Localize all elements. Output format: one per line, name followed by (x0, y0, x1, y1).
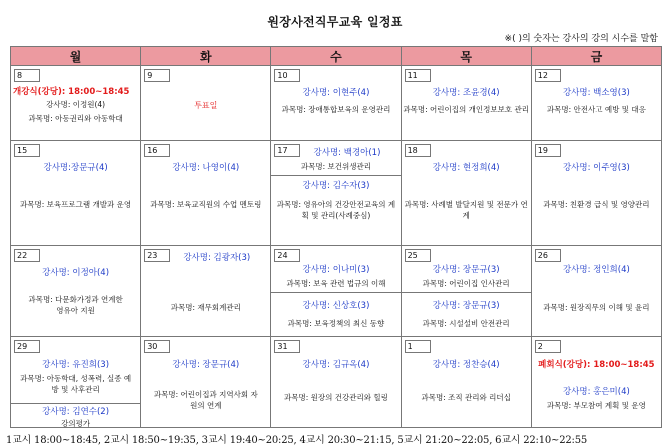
lecturer-name: 강사명: 이현주(4) (302, 88, 370, 98)
date-box: 16 (144, 144, 170, 157)
subject-name: 과목명: 부모참여 계획 및 운영 (546, 401, 646, 410)
day-cell (531, 66, 661, 141)
subject-name: 과목명: 시설설비 안전관리 (422, 319, 510, 328)
subject-name: 과목명: 어린이집 인사관리 (422, 279, 510, 288)
subject-name: 과목명: 친환경 급식 및 영양관리 (543, 200, 650, 209)
date-box: 31 (274, 340, 300, 353)
date-box: 24 (274, 249, 300, 262)
date-box: 23 (144, 249, 170, 262)
day-cell (11, 246, 141, 337)
date-box: 12 (535, 69, 561, 82)
day-cell (531, 337, 661, 428)
day-cell (401, 141, 531, 246)
period-times: 1교시 18:00~18:45, 2교시 18:50~19:35, 3교시 19:40~20:25, 4교시 20:30~21:15, 5교시 21:20~22:05, 6교시 22:10~22:55 (6, 435, 588, 446)
date-box: 9 (144, 69, 170, 82)
opening-ceremony: 개강식(강당): 18:00~18:45 (13, 87, 130, 97)
lecturer-name: 강사명: 이정원(4) (46, 100, 106, 109)
lecturer-name: 강사명: 조윤경(4) (432, 88, 500, 98)
date-box: 8 (14, 69, 40, 82)
subject-name: 과목명: 보육교직원의 수업 멘토링 (150, 200, 262, 209)
session-divider (271, 175, 400, 176)
subject-name: 과목명: 보육프로그램 개발과 운영 (20, 200, 132, 209)
lecturer-name: 강사명: 김수자(3) (302, 181, 370, 191)
day-cell (401, 246, 531, 337)
day-cell (401, 337, 531, 428)
date-box: 11 (405, 69, 431, 82)
election-day: 투표일 (194, 101, 218, 110)
date-box: 17 (274, 144, 300, 157)
session-divider (402, 292, 531, 293)
subject-name: 과목명: 안전사고 예방 및 대응 (546, 105, 646, 114)
subject-name: 강의평가 (61, 419, 91, 428)
lecturer-name: 강사명: 이나미(3) (302, 265, 370, 275)
day-cell (531, 246, 661, 337)
subject-name: 과목명: 재무회계관리 (170, 303, 241, 312)
lecturer-name: 강사명: 이주영(3) (562, 163, 630, 173)
day-header-wed: 수 (271, 47, 401, 66)
day-cell (141, 66, 271, 141)
lecturer-name: 강사명: 김광자(3) (183, 253, 251, 263)
lecturer-name: 강사명: 백소영(3) (562, 88, 630, 98)
day-cell (271, 141, 401, 246)
day-header-thu: 목 (401, 47, 531, 66)
schedule-table (10, 46, 662, 428)
date-box: 19 (535, 144, 561, 157)
day-header-mon: 월 (11, 47, 141, 66)
lecturer-name: 강사명: 장문규(3) (432, 301, 500, 311)
subject-name: 과목명: 장애통합보육의 운영관리 (281, 105, 391, 114)
day-cell (271, 66, 401, 141)
day-cell (11, 141, 141, 246)
subject-name: 과목명: 영유아의 건강안전교육의 계획 및 관리(사례중심) (276, 200, 396, 220)
hours-note: ※( )의 숫자는 강사의 강의 시수를 말함 (504, 34, 658, 44)
day-header-tue: 화 (141, 47, 271, 66)
lecturer-name: 강사명: 김연수(2) (42, 407, 110, 417)
session-divider (11, 403, 140, 404)
subject-name: 과목명: 보육 관련 법규의 이해 (286, 279, 386, 288)
lecturer-name: 강사명: 유진희(3) (42, 360, 110, 370)
subject-name: 과목명: 보육정책의 최신 동향 (287, 319, 385, 328)
lecturer-name: 강사명: 이정아(4) (42, 268, 110, 278)
day-cell (11, 337, 141, 428)
lecturer-name: 강사명:장문규(4) (43, 163, 108, 173)
date-box: 30 (144, 340, 170, 353)
date-box: 2 (535, 340, 561, 353)
lecturer-name: 강사명: 백경아(1) (313, 148, 381, 158)
subject-name: 과목명: 사례별 발달지원 및 전문가 연계 (404, 200, 528, 220)
subject-name: 과목명: 다문화가정과 연계한 영유아 지원 (28, 295, 123, 315)
subject-name: 과목명: 보건위생관리 (300, 162, 372, 171)
lecturer-name: 강사명: 정인희(4) (562, 265, 630, 275)
lecturer-name: 강사명: 홍은미(4) (562, 387, 630, 397)
date-box: 22 (14, 249, 40, 262)
day-cell (141, 337, 271, 428)
day-cell (531, 141, 661, 246)
date-box: 15 (14, 144, 40, 157)
day-cell (141, 246, 271, 337)
lecturer-name: 강사명: 장문규(3) (432, 265, 500, 275)
week-row-3 (11, 246, 662, 337)
day-cell (271, 246, 401, 337)
week-row-2 (11, 141, 662, 246)
date-box: 18 (405, 144, 431, 157)
lecturer-name: 강사명: 정찬승(4) (432, 360, 500, 370)
date-box: 1 (405, 340, 431, 353)
page-title: 원장사전직무교육 일정표 (267, 15, 403, 29)
subject-name: 과목명: 어린이집과 지역사회 자원의 연계 (153, 390, 258, 410)
closing-ceremony: 폐회식(강당): 18:00~18:45 (538, 360, 655, 370)
lecturer-name: 강사명: 장문규(4) (172, 360, 240, 370)
date-box: 29 (14, 340, 40, 353)
subject-name: 과목명: 원장의 건강관리와 힐링 (284, 393, 388, 402)
date-box: 10 (274, 69, 300, 82)
day-header-fri: 금 (531, 47, 661, 66)
day-cell (11, 66, 141, 141)
week-row-1 (11, 66, 662, 141)
day-cell (401, 66, 531, 141)
lecturer-name: 강사명: 나영이(4) (172, 163, 240, 173)
date-box: 26 (535, 249, 561, 262)
lecturer-name: 강사명: 김규옥(4) (302, 360, 370, 370)
week-row-4 (11, 337, 662, 428)
day-header-row (11, 47, 662, 66)
lecturer-name: 강사명: 현정희(4) (432, 163, 500, 173)
subject-name: 과목명: 어린이집의 개인정보보호 관리 (403, 105, 529, 114)
day-cell (271, 337, 401, 428)
subject-name: 과목명: 조직 관리와 리더십 (421, 393, 511, 402)
lecturer-name: 강사명: 신상호(3) (302, 301, 370, 311)
subject-name: 과목명: 원장직무의 이해 및 윤리 (543, 303, 650, 312)
session-divider (271, 292, 400, 293)
day-cell (141, 141, 271, 246)
date-box: 25 (405, 249, 431, 262)
subject-name: 과목명: 아동학대, 성폭력, 실종 예방 및 사후관리 (20, 374, 132, 394)
subject-name: 과목명: 아동권리와 아동학대 (28, 114, 123, 123)
